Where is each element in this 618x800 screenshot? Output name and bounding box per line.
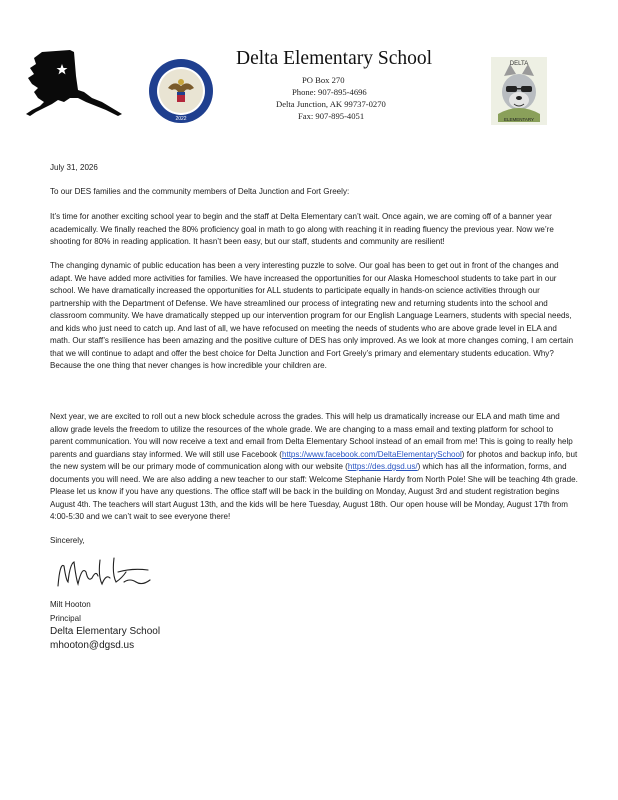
website-link[interactable]: https://des.dgsd.us/	[347, 462, 418, 471]
school-name: Delta Elementary School	[236, 48, 433, 69]
paragraph-3-part-c: ) which has all the information, forms, and documents you will need. We are also adding a new teacher to our staff: Welcome Stephanie Hardy from North Pole! She will be teaching 4th grade.	[50, 462, 578, 484]
paragraph-3	[50, 411, 578, 486]
po-box: PO Box 270	[302, 75, 345, 85]
paragraph-2: The changing dynamic of public education has been a very interesting puzzle to solve. Our goal has been to get out in front of the changes and adapt. We have added more activities for families. We have increased the opportunities for our Alaska Homeschool students to take part in our school. We have dramatically increased the opportunities for ALL students to participate equally in hands-on science activities through our partnership with the Department of Defense. We have streamlined our process of integrating new and returning students into the school and classroom community. We have dramatically stepped up our intervention program for our English Language Learners, students with special needs, and kids who just need to catch up. And last of all, we have refocused on meeting the needs of students who are above grade level in ELA and math. Our staff’s resilience has been amazing and the positive culture of DES has only improved. As we look at more changes coming, I am certain that we will continue to adapt and offer the best choice for Delta Junction and Fort Greely’s primary and elementary students education. Why? Because the one thing that never changes is how incredible your children are.	[50, 261, 574, 370]
signer-school: Delta Elementary School	[50, 626, 161, 637]
mascot-text-top: DELTA	[509, 61, 529, 67]
closing: Sincerely,	[50, 536, 85, 545]
seal-year: 2022	[175, 116, 187, 122]
paragraph-3-part-b: ) for photos and backup info, but the new system will be our primary mode of communication along with our website (	[50, 449, 578, 471]
signer-name: Milt Hooton	[50, 600, 91, 609]
signer-email: mhooton@dgsd.us	[50, 640, 135, 651]
signature-icon	[52, 552, 162, 594]
paragraph-1: It’s time for another exciting school year to begin and the staff at Delta Elementary can’t wait. Once again, we are coming off of a banner year academically. We finally reached the 80% proficiency goal in math to go along with reaching it in reading fluency the previous year. Now we’re shooting for 80% in reading application. It hasn’t been easy, but our staff, students and community are resilient!	[50, 212, 554, 246]
alaska-map-icon	[22, 46, 130, 118]
facebook-link[interactable]: https://www.facebook.com/DeltaElementarySchool	[281, 449, 462, 459]
paragraph-4: Please let us know if you have any questions. The office staff will be back in the building on Monday, August 3rd and student registration begins August 4th. The teachers will start August 13th, and the kids will be here Tuesday, August 18th. Our open house will be Monday, August 17th from 4:00-5:30 and we can’t wait to see everyone there!	[50, 487, 568, 521]
mascot-text-bottom: ELEMENTARY	[503, 117, 535, 122]
paragraph-3-part-a: Next year, we are excited to roll out a new block schedule across the grades. This will help us dramatically increase our ELA and math time and allow grade levels the freedom to utilize the resources of the whole grade. We are changing to a mass email and texting platform for school to parent communication. You will now receive a text and email from Delta Elementary School instead of an email from me! This is going to really help parents and guardians stay informed. We will still use Facebook (	[50, 412, 573, 459]
national-seal-icon	[148, 58, 214, 124]
phone: Phone: 907-895-4696	[292, 87, 367, 97]
fax: Fax: 907-895-4051	[298, 111, 365, 121]
signer-title: Principal	[50, 614, 81, 623]
mascot-logo-icon	[490, 56, 548, 126]
city-state-zip: Delta Junction, AK 99737-0270	[276, 99, 386, 109]
letter-date: July 31, 2026	[50, 163, 98, 172]
salutation: To our DES families and the community members of Delta Junction and Fort Greely:	[50, 187, 350, 196]
